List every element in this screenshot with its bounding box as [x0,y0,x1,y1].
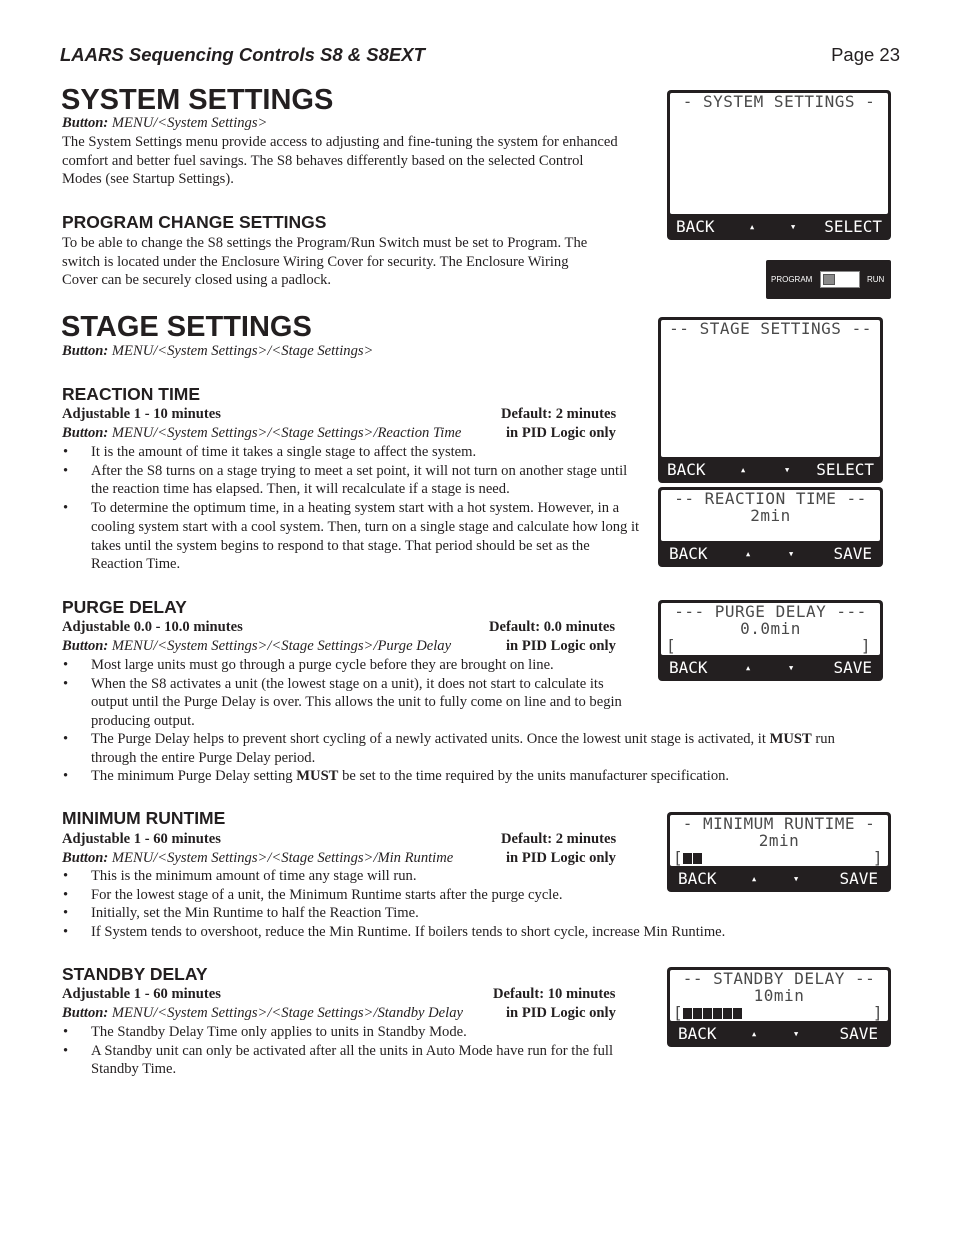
purge-delay-adjustable: Adjustable 0.0 - 10.0 minutes [62,619,243,635]
select-softkey: SELECT [816,460,874,479]
lcd-title: -- STAGE SETTINGS -- [669,319,872,338]
switch-knob [823,274,835,285]
button-label: Button: [62,425,109,441]
list-item [62,730,898,767]
back-softkey: BACK [676,217,715,236]
paragraph-line: switch is located under the Enclosure Wiring Cover for security. The Enclosure Wiring [62,253,569,270]
lcd-bracket-right: ] [860,636,871,655]
down-arrow-icon: ▼ [794,875,799,883]
reaction-time-default: Default: 2 minutes [501,406,617,422]
purge-delay-heading: PURGE DELAY [62,597,187,617]
standby-delay-default: Default: 10 minutes [493,986,616,1002]
purge-delay-bullets [62,656,644,731]
minimum-runtime-heading: MINIMUM RUNTIME [62,808,226,828]
bullet-text: be set to the time required by the units manufacturer specification. [342,768,730,785]
lcd-bracket-left: [ [673,848,684,867]
purge-delay-bullets-wide [62,730,898,786]
minimum-runtime-button-path [62,849,453,868]
pid-logic-note: in PID Logic only [506,1005,616,1021]
program-run-switch [766,260,891,299]
paragraph-line: Modes (see Startup Settings). [62,171,234,188]
up-arrow-icon: ▲ [746,550,751,558]
lcd-softkey-bar [670,869,888,889]
select-softkey: SELECT [824,217,882,236]
lcd-minimum-runtime [667,812,891,892]
lcd-bracket-left: [ [666,636,677,655]
menu-path: MENU/<System Settings>/<Stage Settings>/Purge Delay [111,638,452,654]
save-softkey: SAVE [833,658,872,677]
lcd-bracket-right: ] [872,848,883,867]
paragraph-line: To be able to change the S8 settings the Program/Run Switch must be set to Program. The [62,235,588,251]
lcd-bracket-left: [ [673,1003,684,1022]
lcd-value: 2min [758,831,800,850]
list-item: • To determine the optimum time, in a heating system start with a hot system. However, in a cooling system start with a cool system. Then, turn on a single stage and calculate how long it takes until the system begins to respond to that stage. That period should be set as the Reaction Time. [62,499,644,574]
lcd-system-settings [667,90,891,240]
lcd-bracket-right: ] [872,1003,883,1022]
stage-settings-heading: STAGE SETTINGS [61,311,312,343]
lcd-title: --- PURGE DELAY --- [674,602,867,621]
back-softkey: BACK [667,460,706,479]
reaction-time-button-path [62,424,461,443]
menu-path: MENU/<System Settings>/<Stage Settings>/Min Runtime [111,850,454,866]
system-settings-button-path [62,114,267,133]
switch-program-label: PROGRAM [771,275,813,284]
button-label: Button: [62,343,109,359]
reaction-time-bullets [62,443,644,574]
minimum-runtime-default: Default: 2 minutes [501,831,617,847]
lcd-level-blocks [683,848,703,867]
standby-delay-button-path [62,1004,463,1023]
down-arrow-icon: ▼ [789,664,794,672]
lcd-level-block [693,853,702,864]
list-item: • After the S8 turns on a stage trying to meet a set point, it will not turn on another stage until the reaction time has elapsed. Then, it will recalculate if a stage is need. [62,462,644,499]
list-item [62,767,898,786]
save-softkey: SAVE [839,869,878,888]
page-number: Page 23 [831,44,900,65]
lcd-reaction-time [658,487,883,567]
switch-run-label: RUN [867,275,885,284]
lcd-softkey-bar [661,544,880,564]
down-arrow-icon: ▼ [794,1030,799,1038]
lcd-level-bar [673,848,703,867]
up-arrow-icon: ▲ [750,223,755,231]
standby-delay-heading: STANDBY DELAY [62,964,208,984]
up-arrow-icon: ▲ [741,466,746,474]
lcd-level-block [723,1008,732,1019]
lcd-value: 10min [753,986,805,1005]
list-item: • Initially, set the Min Runtime to half the Reaction Time. [62,904,898,923]
switch-track [820,271,860,288]
lcd-level-block [693,1008,702,1019]
back-softkey: BACK [678,869,717,888]
bullet-text: through the entire Purge Delay period. [91,749,316,766]
pid-logic-note: in PID Logic only [506,850,616,866]
menu-path: MENU/<System Settings>/<Stage Settings>/Standby Delay [111,1005,463,1021]
list-item: • The Standby Delay Time only applies to units in Standby Mode. [62,1023,644,1042]
list-item: • Most large units must go through a purge cycle before they are brought on line. [62,656,644,675]
lcd-level-block [733,1008,742,1019]
back-softkey: BACK [669,658,708,677]
lcd-level-block [703,1008,712,1019]
lcd-value: 2min [750,506,791,525]
lcd-level-block [683,1008,692,1019]
list-item: • A Standby unit can only be activated after all the units in Auto Mode have run for the full Standby Time. [62,1042,644,1079]
lcd-purge-delay [658,600,883,681]
program-change-description [62,234,646,290]
list-item: • When the S8 activates a unit (the lowest stage on a unit), it does not start to calculate its output until the Purge Delay is over. This allows the unit to fully come on line and to begin producing output. [62,675,644,731]
menu-path: MENU/<System Settings>/<Stage Settings> [111,343,374,359]
reaction-time-heading: REACTION TIME [62,384,201,404]
down-arrow-icon: ▼ [785,466,790,474]
down-arrow-icon: ▼ [791,223,796,231]
lcd-title: - SYSTEM SETTINGS - [682,92,876,111]
paragraph-line: The System Settings menu provide access to adjusting and fine-tuning the system for enhanced [62,134,618,150]
button-label: Button: [62,638,109,654]
pid-logic-note: in PID Logic only [506,638,616,654]
minimum-runtime-adjustable: Adjustable 1 - 60 minutes [62,831,221,847]
program-change-heading: PROGRAM CHANGE SETTINGS [62,212,327,232]
must-emphasis: MUST [769,731,812,747]
save-softkey: SAVE [833,544,872,563]
system-settings-heading: SYSTEM SETTINGS [61,84,334,116]
document-header-title: LAARS Sequencing Controls S8 & S8EXT [60,44,425,65]
reaction-time-adjustable: Adjustable 1 - 10 minutes [62,406,221,422]
menu-path: MENU/<System Settings> [111,115,268,131]
purge-delay-button-path [62,637,451,656]
menu-path: MENU/<System Settings>/<Stage Settings>/Reaction Time [111,425,462,441]
paragraph-line: comfort and better fuel savings. The S8 behaves differently based on the selected Control [62,152,584,169]
lcd-softkey-bar [670,1024,888,1044]
standby-delay-adjustable: Adjustable 1 - 60 minutes [62,986,221,1002]
lcd-softkey-bar [670,217,888,237]
button-label: Button: [62,850,109,866]
button-label: Button: [62,115,109,131]
lcd-softkey-bar [661,460,880,480]
lcd-standby-delay [667,967,891,1047]
system-settings-description [62,133,646,189]
pid-logic-note: in PID Logic only [506,425,616,441]
up-arrow-icon: ▲ [752,1030,757,1038]
lcd-softkey-bar [661,658,880,678]
bullet-text: The minimum Purge Delay setting [91,768,293,785]
lcd-value: 0.0min [740,619,801,638]
list-item: • This is the minimum amount of time any stage will run. [62,867,898,886]
bullet-text: run [815,731,835,747]
list-item: • If System tends to overshoot, reduce the Min Runtime. If boilers tends to short cycle, increase Min Runtime. [62,923,898,942]
lcd-level-block [683,853,692,864]
list-item: • For the lowest stage of a unit, the Minimum Runtime starts after the purge cycle. [62,886,898,905]
paragraph-line: Cover can be securely closed using a padlock. [62,272,332,289]
save-softkey: SAVE [839,1024,878,1043]
standby-delay-bullets [62,1023,644,1079]
back-softkey: BACK [678,1024,717,1043]
lcd-stage-settings [658,317,883,483]
lcd-level-bar [673,1003,743,1022]
lcd-title: -- STANDBY DELAY -- [682,969,876,988]
lcd-level-block [713,1008,722,1019]
purge-delay-default: Default: 0.0 minutes [489,619,616,635]
down-arrow-icon: ▼ [789,550,794,558]
bullet-text: The Purge Delay helps to prevent short cycling of a newly activated units. Once the lowest unit stage is activated, it [91,731,766,747]
back-softkey: BACK [669,544,708,563]
lcd-title: - MINIMUM RUNTIME - [682,814,876,833]
must-emphasis: MUST [296,768,339,785]
up-arrow-icon: ▲ [752,875,757,883]
lcd-title: -- REACTION TIME -- [674,489,867,508]
button-label: Button: [62,1005,109,1021]
stage-settings-button-path [62,342,373,361]
lcd-level-blocks [683,1003,743,1022]
up-arrow-icon: ▲ [746,664,751,672]
list-item: • It is the amount of time it takes a single stage to affect the system. [62,443,644,462]
